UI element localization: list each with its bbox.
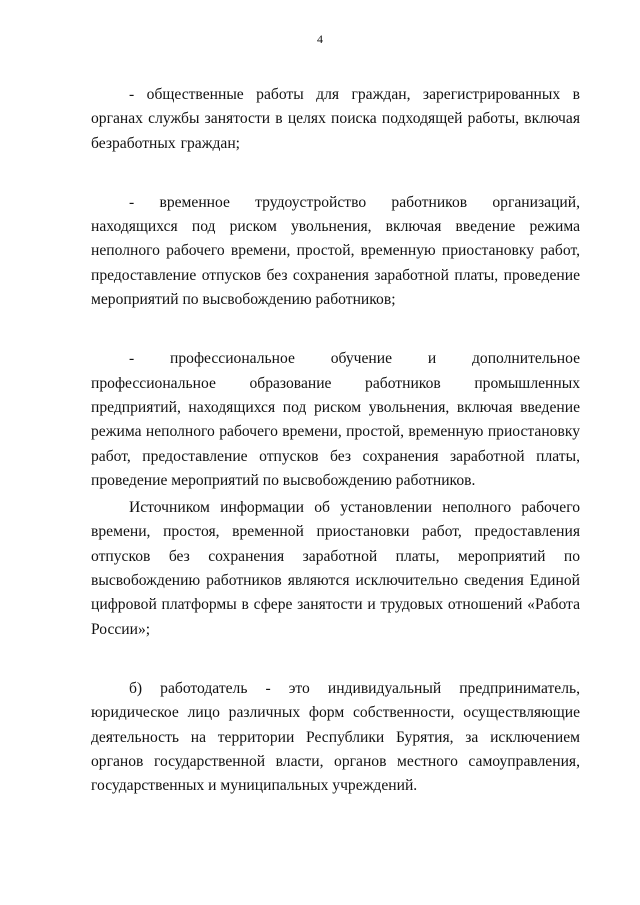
- page-number: 4: [317, 32, 323, 46]
- paragraph-temporary-employment: - временное трудоустройство работников организаций, находящихся под риском увольнения, включая введение режима неполного рабочего времени, простой, временную приостановку работ, предоставление отпусков без сохранения заработной платы, проведение мероприятий по высвобождению работников;: [91, 193, 580, 309]
- paragraph-information-source: Источником информации об установлении неполного рабочего времени, простоя, временной приостановки работ, предоставления отпусков без сохранения заработной платы, мероприятий по высвобождению работников являются исключительно сведения Единой цифровой платформы в сфере занятости и трудовых отношений «Работа России»;: [91, 499, 580, 638]
- paragraph-public-works: - общественные работы для граждан, зарегистрированных в органах службы занятости в целях поиска подходящей работы, включая безработных граждан;: [91, 86, 580, 152]
- document-body: [91, 83, 580, 798]
- paragraph-professional-training: - профессиональное обучение и дополнительное профессиональное образование работников промышленных предприятий, находящихся под риском увольнения, включая введение режима неполного рабочего времени, простой, временную приостановку работ, предоставление отпусков без сохранения заработной платы, проведение мероприятий по высвобождению работников.: [91, 350, 580, 489]
- paragraph-employer-definition: б) работодатель - это индивидуальный предприниматель, юридическое лицо различных форм собственности, осуществляющие деятельность на территории Республики Бурятия, за исключением органов государственной власти, органов местного самоуправления, государственных и муниципальных учреждений.: [91, 679, 580, 795]
